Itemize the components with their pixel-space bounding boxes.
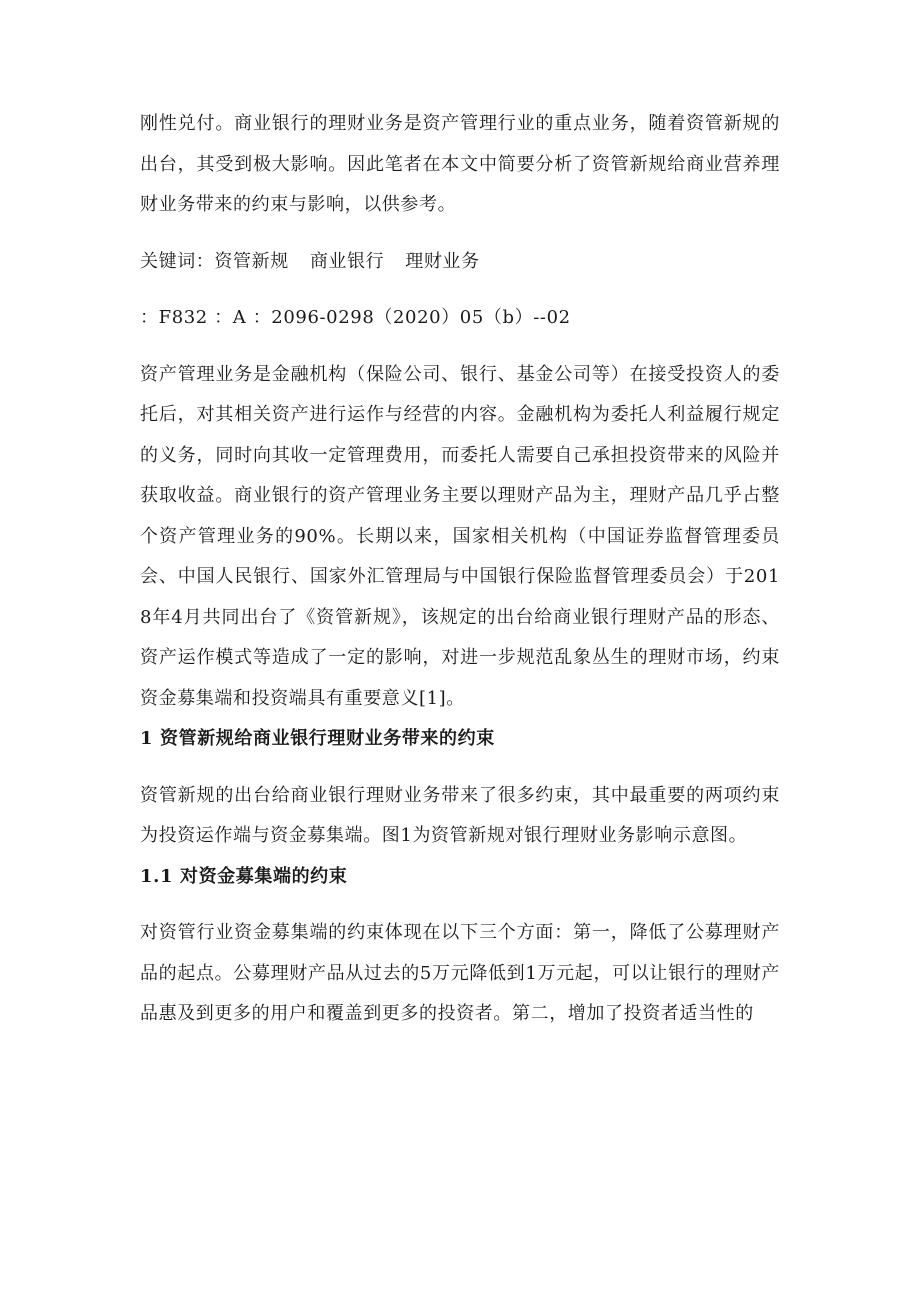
keywords-label: 关键词： [140,250,215,272]
keyword-term: 商业银行 [309,250,385,272]
keyword-term: 理财业务 [405,250,480,272]
section-paragraph: 资管新规的出台给商业银行理财业务带来了很多约束，其中最重要的两项约束为投资运作端与资金募集端。图1为资管新规对银行理财业务影响示意图。 [140,784,780,846]
body-paragraph: 资产管理业务是金融机构（保险公司、银行、基金公司等）在接受投资人的委托后，对其相关资产进行运作与经营的内容。金融机构为委托人利益履行规定的义务，同时向其收一定管理费用，而委托人需要自己承担投资带来的风险并获取收益。商业银行的资产管理业务主要以理财产品为主，理财产品几乎占整个资产管理业务的90%。长期以来，国家相关机构（中国证券监督管理委员会、中国人民银行、国家外汇管理局与中国银行保险监督管理委员会）于2018年4月共同出台了《资管新规》，该规定的出台给商业银行理财产品的形态、资产运作模式等造成了一定的影响，对进一步规范乱象丛生的理财市场，约束资金募集端和投资端具有重要意义[1]。 [140,363,780,709]
subsection-paragraph: 对资管行业资金募集端的约束体现在以下三个方面：第一，降低了公募理财产品的起点。公募理财产品从过去的5万元降低到1万元起，可以让银行的理财产品惠及到更多的用户和覆盖到更多的投资者。第二，增加了投资者适当性的 [140,922,780,1024]
document-body [140,104,780,1035]
keyword-term: 资管新规 [214,250,289,272]
classification-line [140,298,780,339]
section-heading: 1 资管新规给商业银行理财业务带来的约束 [140,728,495,749]
classification-text: ：F832 ：A ：2096-0298（2020）05（b）--02 [140,307,571,328]
subsection-heading: 1.1 对资金募集端的约束 [140,865,348,887]
intro-paragraph: 刚性兑付。商业银行的理财业务是资产管理行业的重点业务，随着资管新规的出台，其受到极大影响。因此笔者在本文中简要分析了资管新规给商业营养理财业务带来的约束与影响，以供参考。 [140,113,780,215]
keywords-line [140,242,780,283]
